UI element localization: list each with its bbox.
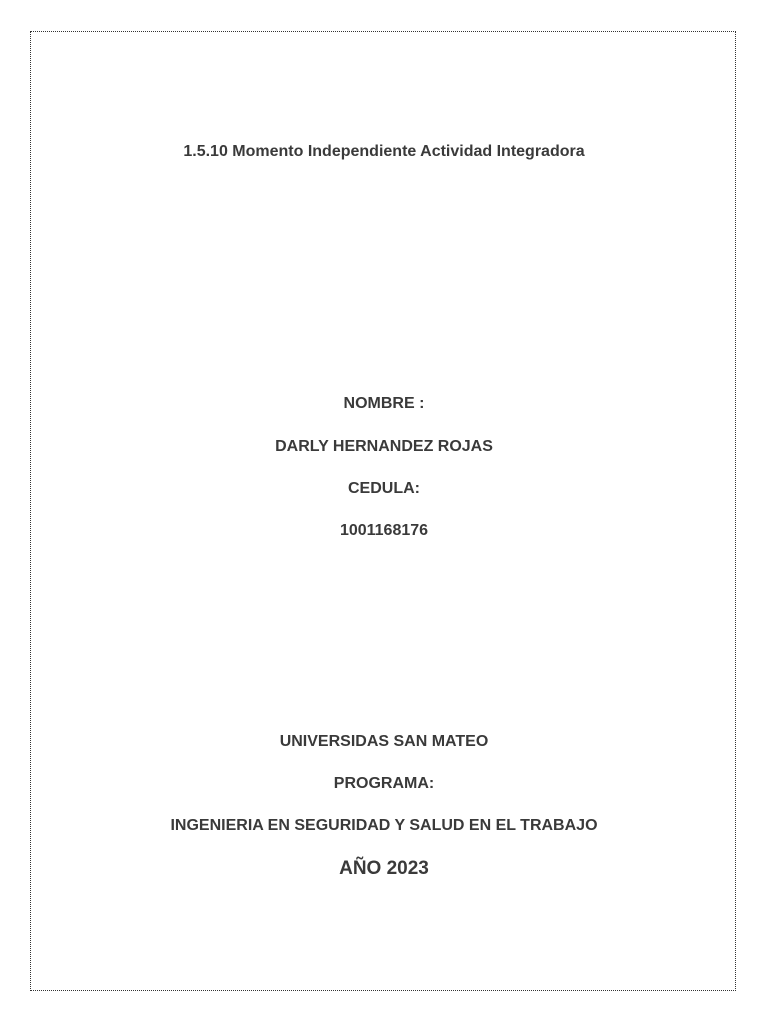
university-name: UNIVERSIDAS SAN MATEO (279, 733, 489, 750)
document-title: 1.5.10 Momento Independiente Actividad Integradora (183, 143, 585, 160)
page-border (30, 31, 736, 991)
nombre-value: DARLY HERNANDEZ ROJAS (275, 438, 493, 455)
programa-value: INGENIERIA EN SEGURIDAD Y SALUD EN EL TRABAJO (170, 817, 598, 834)
cedula-value: 1001168176 (339, 522, 429, 539)
cedula-label: CEDULA: (348, 480, 420, 497)
programa-label: PROGRAMA: (333, 775, 435, 792)
year: AÑO 2023 (339, 858, 429, 879)
nombre-label: NOMBRE : (343, 395, 425, 412)
